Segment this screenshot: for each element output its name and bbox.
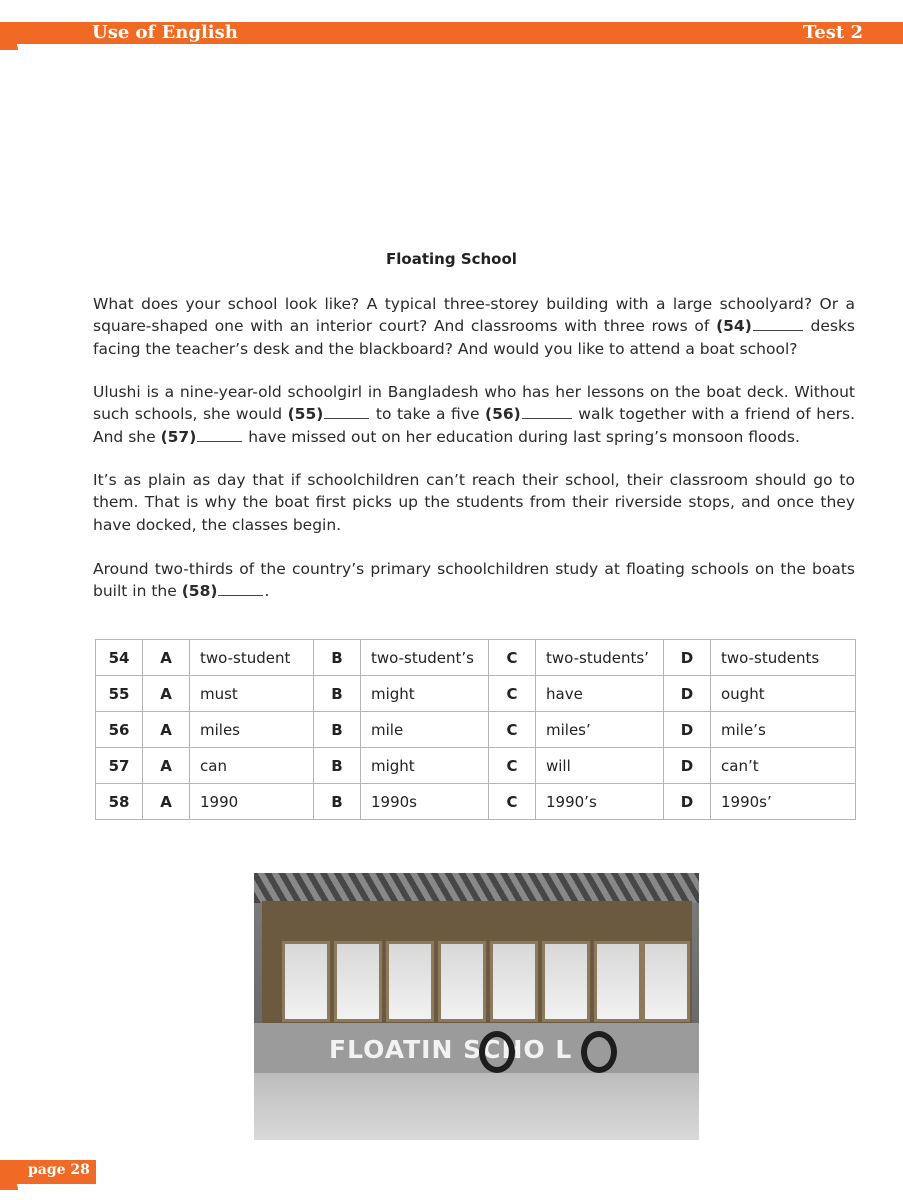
gap-56-blank: [522, 418, 572, 419]
options-row-56: [96, 712, 856, 748]
tyre-fender: [479, 1031, 515, 1073]
option-letter-c: C: [489, 640, 536, 676]
paragraph-4-text-b: .: [264, 582, 270, 601]
option-letter-b: B: [314, 784, 361, 820]
option-d[interactable]: ought: [711, 676, 856, 712]
option-letter-b: B: [314, 676, 361, 712]
option-letter-a: A: [143, 640, 190, 676]
options-row-54: [96, 640, 856, 676]
option-d[interactable]: mile’s: [711, 712, 856, 748]
boat-window: [642, 941, 690, 1022]
boat-window: [438, 941, 486, 1022]
boat-window: [594, 941, 642, 1022]
option-letter-d: D: [664, 676, 711, 712]
option-letter-d: D: [664, 784, 711, 820]
option-b[interactable]: 1990s: [361, 784, 489, 820]
option-b[interactable]: might: [361, 748, 489, 784]
option-letter-c: C: [489, 748, 536, 784]
gap-58-blank: [218, 595, 263, 596]
question-number: 58: [96, 784, 143, 820]
options-row-55: [96, 676, 856, 712]
boat-cabin: [262, 901, 692, 1026]
gap-55-label: (55): [287, 405, 324, 424]
option-letter-a: A: [143, 712, 190, 748]
paragraph-2-text-d: have missed out on her education during last spring’s monsoon floods.: [243, 427, 800, 446]
boat-window: [334, 941, 382, 1022]
option-letter-c: C: [489, 676, 536, 712]
paragraph-2-text-a: Ulushi is a nine-year-old schoolgirl in Bangladesh who has her lessons on the boat deck. Without such schools, she would: [93, 383, 855, 424]
gap-55-blank: [324, 418, 369, 419]
floating-school-photo: [254, 873, 699, 1140]
boat-window: [282, 941, 330, 1022]
option-c[interactable]: miles’: [536, 712, 664, 748]
paragraph-2: [93, 381, 855, 448]
option-letter-c: C: [489, 712, 536, 748]
question-number: 56: [96, 712, 143, 748]
gap-54-label: (54): [716, 317, 752, 336]
section-title: Use of English: [92, 22, 238, 43]
paragraph-1: [93, 293, 855, 360]
river-water: [254, 1073, 699, 1140]
boat-window: [542, 941, 590, 1022]
option-a[interactable]: can: [190, 748, 314, 784]
option-letter-d: D: [664, 748, 711, 784]
option-b[interactable]: might: [361, 676, 489, 712]
paragraph-3: It’s as plain as day that if schoolchildren can’t reach their school, their classroom should go to them. That is why the boat first picks up the students from their riverside stops, and once they have docked, the classes begin.: [93, 471, 855, 534]
option-letter-b: B: [314, 640, 361, 676]
option-letter-d: D: [664, 640, 711, 676]
option-b[interactable]: mile: [361, 712, 489, 748]
paragraph-1-text-b: desks facing the teacher’s desk and the blackboard? And would you like to attend a boat school?: [93, 317, 855, 358]
paragraph-4: [93, 558, 855, 603]
option-letter-a: A: [143, 784, 190, 820]
gap-54-blank: [753, 330, 803, 331]
option-letter-c: C: [489, 784, 536, 820]
option-d[interactable]: two-students: [711, 640, 856, 676]
option-letter-b: B: [314, 748, 361, 784]
paragraph-1-text-a: What does your school look like? A typical three-storey building with a large schoolyard? Or a square-shaped one with an interior court? And classrooms with three rows of: [93, 295, 855, 336]
question-number: 57: [96, 748, 143, 784]
page-number: page 28: [28, 1162, 90, 1178]
options-row-57: [96, 748, 856, 784]
option-a[interactable]: two-student: [190, 640, 314, 676]
paragraph-2-text-b: to take a five: [370, 405, 486, 424]
gap-57-blank: [197, 441, 242, 442]
boat-window: [490, 941, 538, 1022]
option-d[interactable]: can’t: [711, 748, 856, 784]
option-a[interactable]: must: [190, 676, 314, 712]
answer-options-table: [95, 639, 856, 820]
boat-window: [386, 941, 434, 1022]
option-c[interactable]: two-students’: [536, 640, 664, 676]
option-c[interactable]: have: [536, 676, 664, 712]
question-number: 54: [96, 640, 143, 676]
option-a[interactable]: 1990: [190, 784, 314, 820]
options-row-58: [96, 784, 856, 820]
gap-56-label: (56): [485, 405, 521, 424]
gap-57-label: (57): [160, 427, 197, 446]
article-title: Floating School: [386, 250, 517, 268]
option-b[interactable]: two-student’s: [361, 640, 489, 676]
option-letter-a: A: [143, 676, 190, 712]
paragraph-2-text-c: walk together with a friend of hers. And she: [93, 405, 855, 446]
question-number: 55: [96, 676, 143, 712]
option-letter-d: D: [664, 712, 711, 748]
option-letter-a: A: [143, 748, 190, 784]
tyre-fender: [581, 1031, 617, 1073]
gap-58-label: (58): [181, 582, 218, 601]
paragraph-4-text-a: Around two-thirds of the country’s primary schoolchildren study at floating schools on the boats built in the: [93, 560, 855, 601]
option-d[interactable]: 1990s’: [711, 784, 856, 820]
option-c[interactable]: 1990’s: [536, 784, 664, 820]
option-letter-b: B: [314, 712, 361, 748]
boat-roof: [254, 873, 699, 903]
option-c[interactable]: will: [536, 748, 664, 784]
test-label: Test 2: [802, 22, 863, 43]
option-a[interactable]: miles: [190, 712, 314, 748]
hull-lettering: FLOATIN SCHO L: [329, 1035, 573, 1064]
